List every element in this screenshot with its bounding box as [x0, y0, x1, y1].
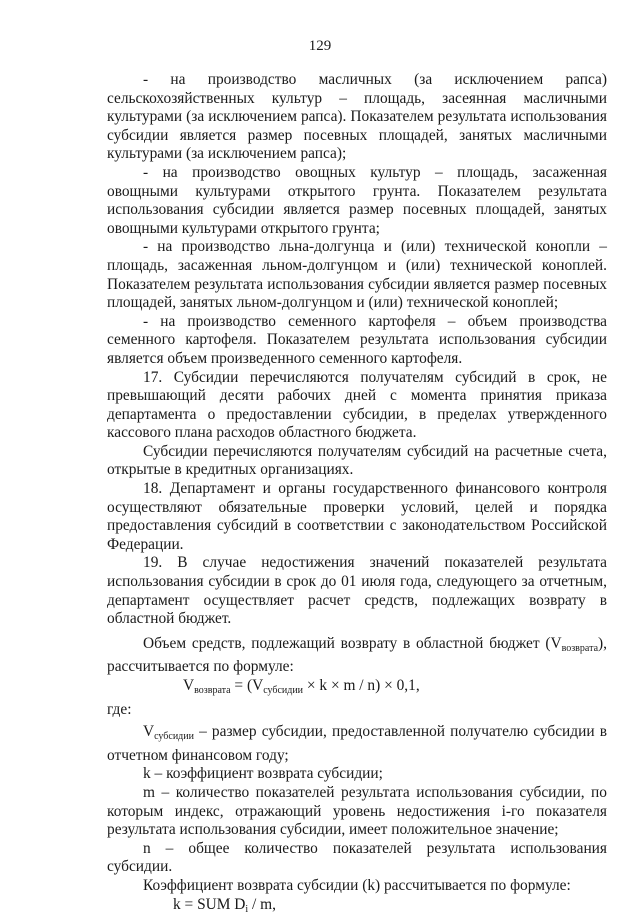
- paragraph-18: 18. Департамент и органы государственного финансового контроля осуществляют обязательные проверки условий, целей и порядка предоставления субсидий в соответствии с законодательством Российской Федерации.: [107, 480, 607, 553]
- definition-n: n – общее количество показателей результата использования субсидии.: [107, 839, 607, 876]
- paragraph-19: 19. В случае недостижения значений показателей результата использования субсидии в срок до 01 июля года, следующего за отчетным, департамент осуществляет расчет средств, подлежащих возврату в областной бюджет.: [107, 554, 607, 628]
- paragraph-oilseed: - на производство масличных (за исключением рапса) сельскохозяйственных культур – площадь, засеянная масличными культурами (за исключением рапса). Показателем результата использования субсидии является размер посевных площадей, занятых масличными культурами (за исключением рапса);: [107, 71, 607, 163]
- paragraph-volume-intro: Объем средств, подлежащий возврату в областной бюджет $(V_{возврата})$, рассчитывается по формуле:: [107, 634, 607, 676]
- paragraph-seed-potato: - на производство семенного картофеля – объем производства семенного картофеля. Показателем результата использования субсидии является объем произведенного семенного картофеля.: [107, 312, 607, 367]
- paragraph-vegetables: - на производство овощных культур – площадь, засаженная овощными культурами открытого грунта. Показателем результата использования субсидии является размер посевных площадей, занятых овощными культурами открытого грунта;: [107, 163, 607, 237]
- formula-refund: $V_{возврата} = (V_{субсидии} \times k \times m / n) \times 0,1$,: [183, 677, 420, 696]
- paragraph-flax: - на производство льна-долгунца и (или) технической конопли – площадь, засаженная льном-долгунцом и (или) технической коноплей. Показателем результата использования субсидии является размер посевных площадей, занятых льном-долгунцом и (или) технической коноплей;: [107, 238, 607, 312]
- paragraph-17: 17. Субсидии перечисляются получателям субсидий в срок, не превышающий десяти рабочих дней с момента принятия приказа департамента о предоставлении субсидии, в пределах утвержденного кассового плана расходов областного бюджета.: [107, 368, 607, 442]
- paragraph-coefficient-intro: Коэффициент возврата субсидии (k) рассчитывается по формуле:: [143, 876, 571, 894]
- where-label: где:: [107, 700, 132, 718]
- paragraph-accounts: Субсидии перечисляются получателям субсидий на расчетные счета, открытые в кредитных организациях.: [107, 442, 607, 479]
- formula-coefficient: k = SUM $D_i$ / m,: [173, 895, 276, 915]
- definition-m: m – количество показателей результата использования субсидии, по которым индекс, отражающий уровень недостижения i-го показателя результата использования субсидии, имеет положительное значение;: [107, 783, 607, 839]
- definition-k: k – коэффициент возврата субсидии;: [143, 765, 383, 783]
- definition-v-subsidy: $V_{субсидии}$ – размер субсидии, предоставленной получателю субсидии в отчетном финансовом году;: [107, 723, 607, 764]
- document-body: [107, 71, 607, 919]
- page-number: 129: [308, 38, 332, 54]
